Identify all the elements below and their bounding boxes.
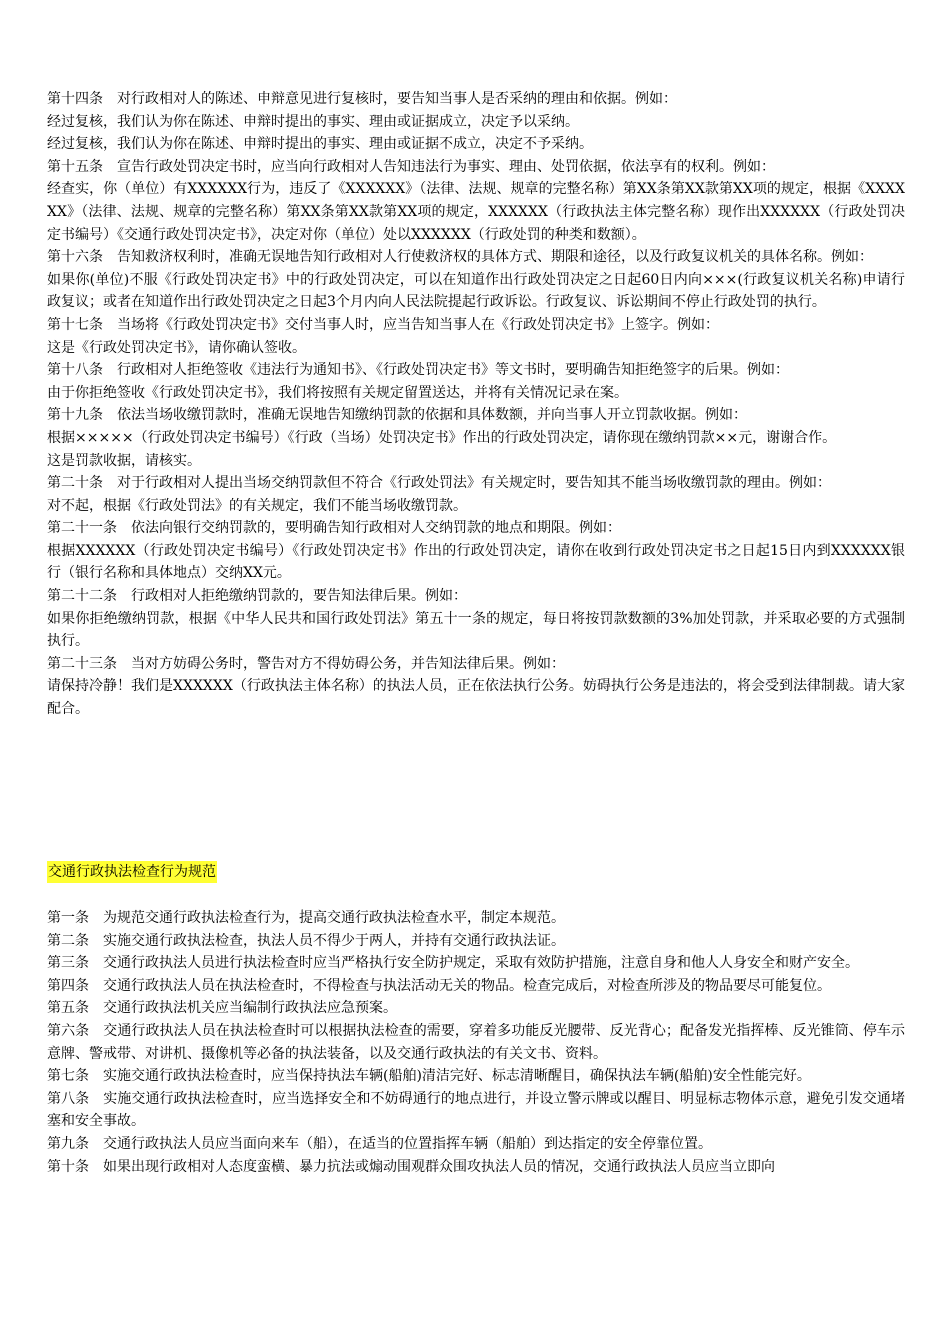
paragraph: 第二十条 对于行政相对人提出当场交纳罚款但不符合《行政处罚法》有关规定时，要告知其不能当场收缴罚款的理由。例如： — [47, 475, 831, 492]
paragraph: 第十五条 宣告行政处罚决定书时，应当向行政相对人告知违法行为事实、理由、处罚依据，依法享有的权利。例如： — [47, 158, 775, 175]
paragraph: 第五条 交通行政执法机关应当编制行政执法应急预案。 — [47, 1000, 397, 1017]
paragraph: 这是罚款收据，请核实。 — [47, 452, 201, 469]
paragraph: 第九条 交通行政执法人员应当面向来车（船），在适当的位置指挥车辆（船舶）到达指定的安全停靠位置。 — [47, 1135, 712, 1152]
paragraph: 第十六条 告知救济权利时，准确无误地告知行政相对人行使救济权的具体方式、期限和途径，以及行政复议机关的具体名称。例如： — [47, 249, 873, 266]
paragraph: 第二十一条 依法向银行交纳罚款的，要明确告知行政相对人交纳罚款的地点和期限。例如： — [47, 520, 621, 537]
paragraph: 这是《行政处罚决定书》，请你确认签收。 — [47, 339, 306, 356]
paragraph: 第二十二条 行政相对人拒绝缴纳罚款的，要告知法律后果。例如： — [47, 588, 467, 605]
paragraph: 第八条 实施交通行政执法检查时，应当选择安全和不妨碍通行的地点进行，并设立警示牌或以醒目、明显标志物体示意，避免引发交通堵塞和安全事故。 — [47, 1090, 905, 1130]
paragraph: 第六条 交通行政执法人员在执法检查时可以根据执法检查的需要，穿着多功能反光腰带、反光背心；配备发光指挥棒、反光锥筒、停车示意牌、警戒带、对讲机、摄像机等必备的执法装备，以及交通行政执法的有关文书、资料。 — [47, 1022, 905, 1062]
section-inspection-standards — [47, 907, 905, 1178]
paragraph: 第四条 交通行政执法人员在执法检查时，不得检查与执法活动无关的物品。检查完成后，对检查所涉及的物品要尽可能复位。 — [47, 977, 831, 994]
paragraph: 第七条 实施交通行政执法检查时，应当保持执法车辆(船舶)清洁完好、标志清晰醒目，确保执法车辆(船舶)安全性能完好。 — [47, 1068, 811, 1085]
paragraph: 请保持冷静！我们是XXXXXX（行政执法主体名称）的执法人员，正在依法执行公务。妨碍执行公务是违法的，将会受到法律制裁。请大家配合。 — [47, 678, 905, 718]
paragraph: 经过复核，我们认为你在陈述、申辩时提出的事实、理由或证据成立，决定予以采纳。 — [47, 113, 579, 130]
paragraph: 由于你拒绝签收《行政处罚决定书》，我们将按照有关规定留置送达，并将有关情况记录在案。 — [47, 384, 628, 401]
paragraph: 第三条 交通行政执法人员进行执法检查时应当严格执行安全防护规定，采取有效防护措施，注意自身和他人人身安全和财产安全。 — [47, 955, 859, 972]
paragraph: 根据×××××（行政处罚决定书编号）《行政（当场）处罚决定书》作出的行政处罚决定，请你现在缴纳罚款××元，谢谢合作。 — [47, 429, 837, 446]
paragraph: 第十条 如果出现行政相对人态度蛮横、暴力抗法或煽动围观群众围攻执法人员的情况，交通行政执法人员应当立即向 — [47, 1158, 775, 1175]
paragraph: 对不起，根据《行政处罚法》的有关规定，我们不能当场收缴罚款。 — [47, 497, 467, 514]
paragraph: 如果你(单位)不服《行政处罚决定书》中的行政处罚决定，可以在知道作出行政处罚决定之日起60日内向×××(行政复议机关名称)申请行政复议；或者在知道作出行政处罚决定之日起3个月内向人民法院提起行政诉讼。行政复议、诉讼期间不停止行政处罚的执行。 — [47, 271, 905, 311]
paragraph: 第十九条 依法当场收缴罚款时，准确无误地告知缴纳罚款的依据和具体数额，并向当事人开立罚款收据。例如： — [47, 407, 747, 424]
section-heading-inspection-standards: 交通行政执法检查行为规范 — [47, 861, 217, 883]
paragraph: 经查实，你（单位）有XXXXXX行为，违反了《XXXXXX》（法律、法规、规章的完整名称）第XX条第XX款第XX项的规定，根据《XXXXXX》（法律、法规、规章的完整名称）第XX条第XX款第XX项的规定，XXXXXX（行政执法主体完整名称）现作出XXXXXX（行政处罚决定书编号）《交通行政处罚决定书》，决定对你（单位）处以XXXXXX（行政处罚的种类和数额）。 — [47, 181, 905, 243]
paragraph: 如果你拒绝缴纳罚款，根据《中华人民共和国行政处罚法》第五十一条的规定，每日将按罚款数额的3%加处罚款，并采取必要的方式强制执行。 — [47, 610, 905, 650]
section-penalty-communication — [47, 88, 905, 721]
paragraph: 第十八条 行政相对人拒绝签收《违法行为通知书》、《行政处罚决定书》等文书时，要明确告知拒绝签字的后果。例如： — [47, 362, 789, 379]
paragraph: 第二条 实施交通行政执法检查，执法人员不得少于两人，并持有交通行政执法证。 — [47, 932, 565, 949]
paragraph: 根据XXXXXX（行政处罚决定书编号）《行政处罚决定书》作出的行政处罚决定，请你在收到行政处罚决定书之日起15日内到XXXXXX银行（银行名称和具体地点）交纳XX元。 — [47, 542, 905, 582]
paragraph: 第一条 为规范交通行政执法检查行为，提高交通行政执法检查水平，制定本规范。 — [47, 910, 565, 926]
paragraph: 第二十三条 当对方妨碍公务时，警告对方不得妨碍公务，并告知法律后果。例如： — [47, 655, 565, 672]
paragraph: 第十七条 当场将《行政处罚决定书》交付当事人时，应当告知当事人在《行政处罚决定书》上签字。例如： — [47, 316, 719, 333]
paragraph: 第十四条 对行政相对人的陈述、申辩意见进行复核时，要告知当事人是否采纳的理由和依据。例如： — [47, 91, 677, 107]
paragraph: 经过复核，我们认为你在陈述、申辩时提出的事实、理由或证据不成立，决定不予采纳。 — [47, 136, 593, 153]
